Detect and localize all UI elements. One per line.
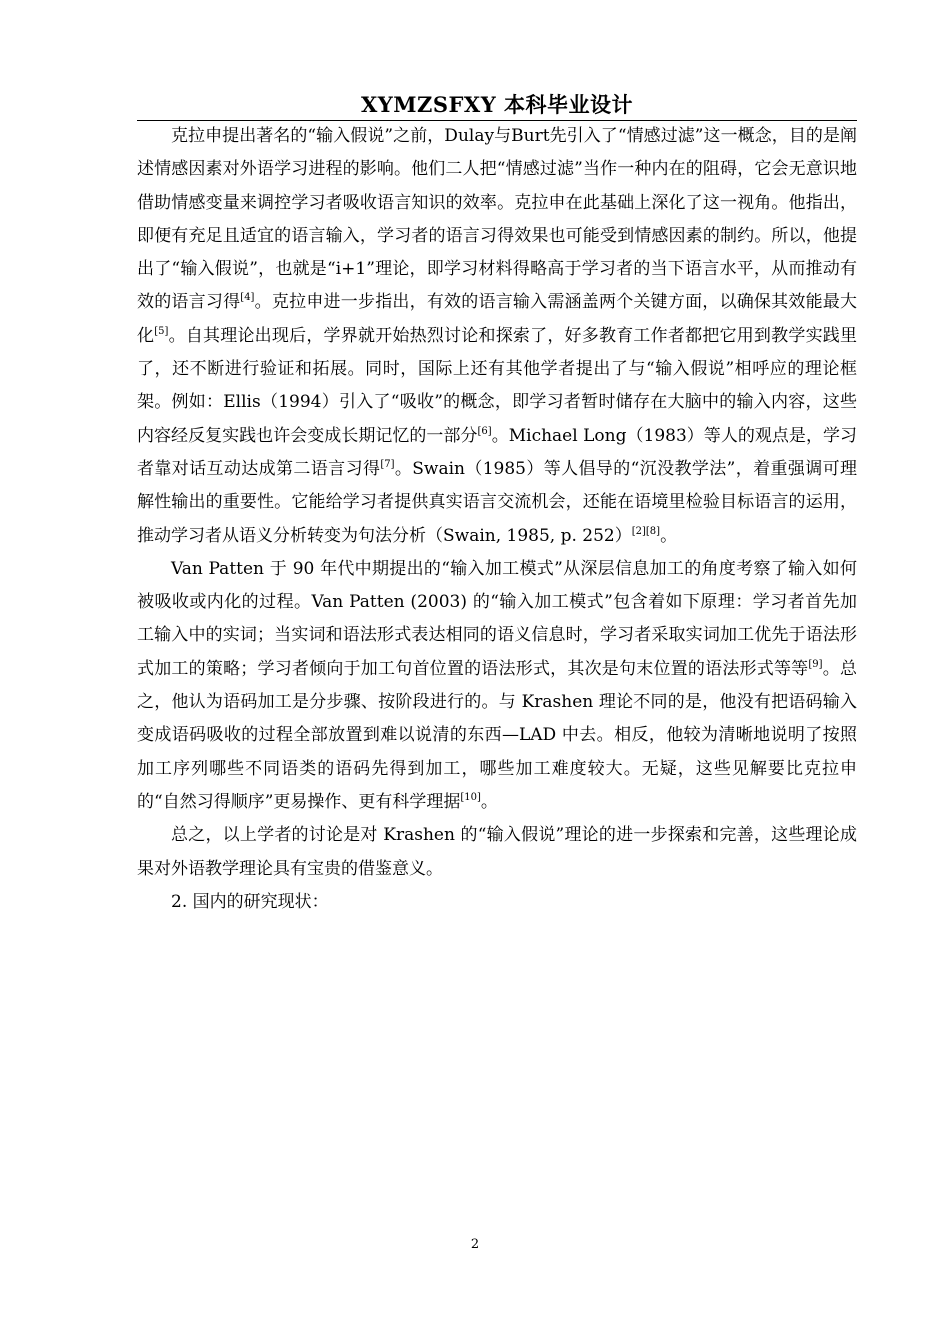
citation-ref: [2][8]	[631, 525, 661, 537]
page-header-title: XYMZSFXY 本科毕业设计	[360, 92, 634, 117]
section-heading-domestic-research	[137, 886, 857, 919]
paragraph-van-patten	[137, 553, 857, 819]
paragraph-summary	[137, 819, 857, 886]
paragraph-text: 。	[480, 791, 498, 812]
paragraph-text: 。	[660, 525, 678, 546]
citation-ref: [7]	[380, 458, 395, 470]
citation-ref: [9]	[808, 658, 823, 670]
page-number: 2	[470, 1237, 480, 1252]
paragraph-text: 克拉申提出著名的“输入假说”之前，Dulay与Burt先引入了“情感过滤”这一概念，目的是阐述情感因素对外语学习进程的影响。他们二人把“情感过滤”当作一种内在的阻碍，它会无意识地借助情感变量来调控学习者吸收语言知识的效率。克拉申在此基础上深化了这一视角。他指出，即便有充足且适宜的语言输入，学习者的语言习得效果也可能受到情感因素的制约。所以，他提出了“输入假说”，也就是“i+1”理论，即学习材料得略高于学习者的当下语言水平，从而推动有效的语言习得	[137, 126, 857, 313]
citation-ref: [4]	[240, 292, 255, 304]
citation-ref: [10]	[460, 791, 481, 803]
paragraph-text: 。Swain（1985）等人倡导的“沉没教学法”，着重强调可理解性输出的重要性。它能给学习者提供真实语言交流机会，还能在语境里检验目标语言的运用，推动学习者从语义分析转变为句法分析（Swain, 1985, p. 252）	[137, 458, 857, 546]
paragraph-text: 。总之，他认为语码加工是分步骤、按阶段进行的。与 Krashen 理论不同的是，他没有把语码输入变成语码吸收的过程全部放置到难以说清的东西—LAD 中去。相反，他较为清晰地说明了按照加工序列哪些不同语类的语码先得到加工，哪些加工难度较大。无疑，这些见解要比克拉申的“自然习得顺序”更易操作、更有科学理据	[137, 658, 858, 812]
paragraph-text: 。自其理论出现后，学界就开始热烈讨论和探索了，好多教育工作者都把它用到教学实践里了，还不断进行验证和拓展。同时，国际上还有其他学者提出了与“输入假说”相呼应的理论框架。例如：Ellis（1994）引入了“吸收”的概念，即学习者暂时储存在大脑中的输入内容，这些内容经反复实践也许会变成长期记忆的一部分	[137, 325, 858, 446]
paragraph-text: 总之，以上学者的讨论是对 Krashen 的“输入假说”理论的进一步探索和完善，这些理论成果对外语教学理论具有宝贵的借鉴意义。	[137, 825, 857, 879]
document-body	[137, 120, 857, 919]
paragraph-text: 。克拉申进一步指出，有效的语言输入需涵盖两个关键方面，以确保其效能最大化	[137, 292, 858, 346]
paragraph-krashen-input-hypothesis	[137, 120, 857, 553]
citation-ref: [6]	[477, 425, 492, 437]
citation-ref: [5]	[154, 325, 169, 337]
section-heading-text: 2. 国内的研究现状：	[171, 891, 329, 912]
paragraph-text: Van Patten 于 90 年代中期提出的“输入加工模式”从深层信息加工的角度考察了输入如何被吸收或内化的过程。Van Patten (2003) 的“输入加工模式”包含着如下原理：学习者首先加工输入中的实词；当实词和语法形式表达相同的语义信息时，学习者采取实词加工优先于语法形式加工的策略；学习者倾向于加工句首位置的语法形式，其次是句末位置的语法形式等等	[137, 558, 857, 679]
paragraph-text: 。Michael Long（1983）等人的观点是，学习者靠对话互动达成第二语言习得	[137, 425, 858, 479]
